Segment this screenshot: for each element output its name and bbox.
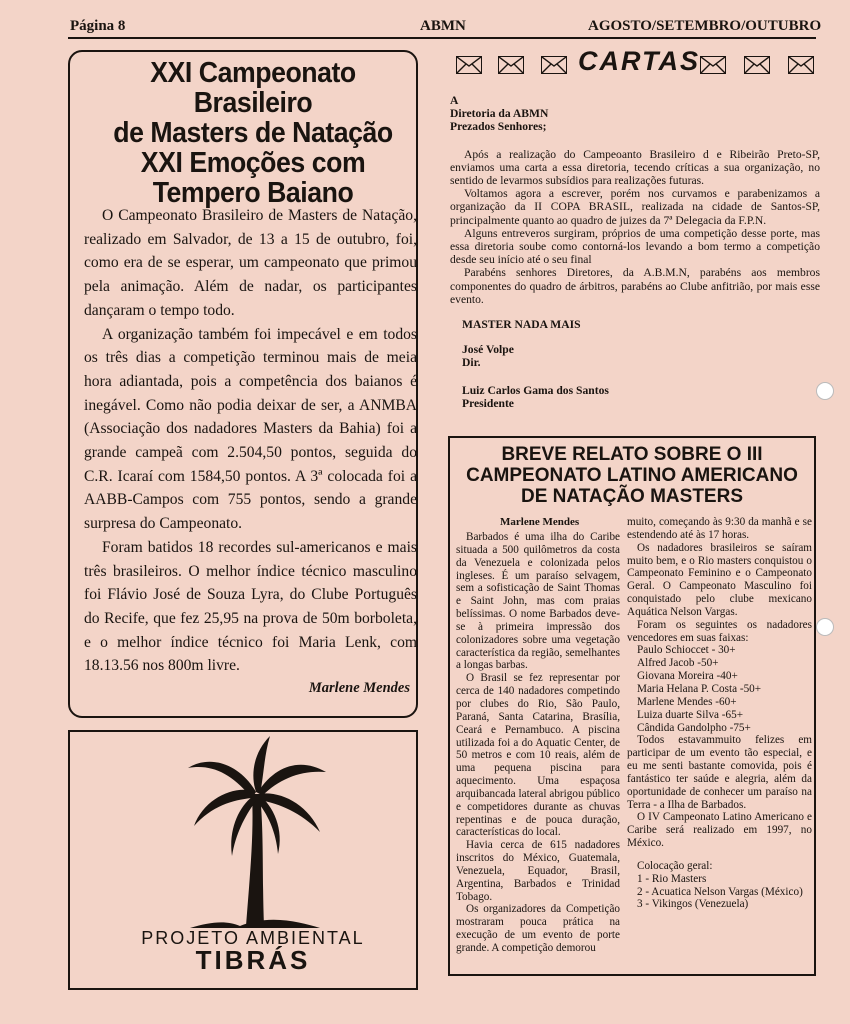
story-title-line: XXI Emoções com	[140, 147, 366, 179]
letter	[450, 94, 820, 410]
relato-paragraph: O Brasil se fez representar por cerca de 140 nadadores competindo por clubes do Rio, São Paulo, Paraná, Santa Catarina, Brasília, Ceará e Pernambuco. A piscina utilizada foi a do Aquatic Center, de 50 metros e com 10 reais, além de uma pequena piscina para aquecimento. Uma espaçosa arquibancada lateral abrigou público e competidores durante as chuvas repentinas e de pouca duração, características do local.	[456, 672, 620, 839]
letter-closing: MASTER NADA MAIS	[462, 318, 581, 332]
letter-greeting: Prezados Senhores;	[450, 120, 547, 134]
story-paragraph: Foram batidos 18 recordes sul-americanos e mais três brasileiros. O melhor índice técnico masculino foi Flávio José de Souza Lyra, do Clube Português do Recife, que fez 25,95 na prova de 50m borboleta, e o melhor índice técnico foi Maria Lenk, com 18.13.56 nos 800m livre.	[84, 538, 417, 675]
relato-paragraph: Havia cerca de 615 nadadores inscritos do México, Guatemala, Venezuela, Equador, Brasil, Argentina, Barbados e Trinidad Tobago.	[456, 839, 620, 903]
letter-paragraph: Alguns entreveros surgiram, próprios de uma competição desse porte, mas essa diretoria soube como contorná-los levando a bom termo a competição desde seu início até o seu final	[450, 226, 820, 267]
relato-paragraph: Os organizadores da Competição mostraram pouca prática na execução de um evento de porte grande. A competição demorou	[456, 903, 620, 954]
ad-line2: TIBRÁS	[195, 945, 311, 975]
binder-hole	[816, 618, 834, 636]
letter-paragraph: Voltamos agora a escrever, porém nos curvamos e parabenizamos a organização da II COPA BRASIL, realizada na cidade de Santos-SP, principalmente quanto ao quadro de juizes da 7ª Delegacia da F.P.N.	[450, 187, 820, 227]
relato-paragraph: Todos estavammuito felizes em participar de um evento tão especial, e eu me senti bastante comovida, pois é fantástico ter saúde e alegria, além da oportunidade de conhecer um paraíso na Terra - a Ilha de Barbados.	[627, 734, 812, 811]
relato-title-line: BREVE RELATO SOBRE O III	[501, 444, 763, 465]
envelope-icon	[541, 56, 567, 74]
winner-item: Maria Helana P. Costa -50+	[637, 682, 762, 695]
publication-name: ABMN	[420, 18, 466, 34]
ranking-title: Colocação geral:	[637, 859, 713, 872]
story-title-line: Tempero Baiano	[152, 177, 354, 209]
story-author: Marlene Mendes	[308, 680, 410, 696]
story-body	[84, 204, 417, 678]
story-title-line: XXI Campeonato Brasileiro	[150, 57, 356, 119]
cartas-title: CARTAS	[578, 46, 701, 76]
page-number: Página 8	[70, 18, 126, 34]
ad-line1: PROJETO AMBIENTAL	[141, 928, 365, 948]
envelope-icon	[456, 56, 482, 74]
signature-name: José Volpe	[462, 343, 514, 357]
relato-paragraph: Os nadadores brasileiros se saíram muito bem, e o Rio masters conquistou o Campeonato Feminino e o Campeonato Geral. O Campeonato Masculino foi conquistado pelo clube mexicano Aquática Nelson Vargas.	[627, 541, 812, 618]
signature-role: Dir.	[462, 356, 481, 370]
binder-hole	[816, 382, 834, 400]
letter-greeting: A	[450, 94, 459, 107]
ranking-item: 1 - Rio Masters	[637, 872, 707, 885]
winner-item: Giovana Moreira -40+	[637, 670, 738, 683]
relato-title	[450, 444, 814, 507]
ranking-item: 3 - Vikingos (Venezuela)	[637, 898, 749, 911]
ranking-item: 2 - Acuatica Nelson Vargas (México)	[637, 885, 803, 898]
relato-paragraph: Barbados é uma ilha do Caribe situada a 500 quilômetros da costa da Venezuela e colonizada pelos ingleses. É um paraíso selvagem, sem a sofisticação de Saint Thomas e Saint John, mas com praias belíssimas. O nome Barbados deve-se à primeira impressão dos colonizadores sobre uma vegetação característica da região, semelhantes a longas barbas.	[456, 531, 620, 672]
story-title-line: de Masters de Natação	[113, 117, 393, 149]
envelope-icon	[700, 56, 726, 74]
envelope-icon	[744, 56, 770, 74]
letter-paragraph: Após a realização do Campeoanto Brasileiro d e Ribeirão Preto-SP, enviamos uma carta a essa diretoria, tecendo críticas a sua organização, no sentido de levarmos subsídios para realizações futuras.	[450, 147, 820, 188]
issue-date: AGOSTO/SETEMBRO/OUTUBRO	[588, 18, 822, 34]
relato-paragraph: O IV Campeonato Latino Americano e Caribe será realizado em 1997, no México.	[627, 811, 812, 850]
relato-title-line: DE NATAÇÃO MASTERS	[520, 486, 744, 507]
winner-item: Cândida Gandolpho -75+	[637, 721, 751, 734]
winner-item: Paulo Schioccet - 30+	[637, 644, 736, 657]
signature-role: Presidente	[462, 396, 514, 410]
relato-author: Marlene Mendes	[500, 516, 580, 528]
story-paragraph: A organização também foi impecável e em todos os três dias a competição terminou mais de meia hora adiantada, pois a competência dos baianos é inegável. Como não podia deixar de ser, a ANMBA (Associação dos nadadores Masters da Bahia) foi a grande campeã com 2.504,50 pontos, seguida do C.R. Icaraí com 1584,50 pontos. A 3ª colocada foi a AABB-Campos com 755 pontos, sendo a grande surpresa do Campeonato.	[84, 325, 417, 533]
winner-item: Luiza duarte Silva -65+	[637, 708, 744, 721]
signature-name: Luiz Carlos Gama dos Santos	[462, 383, 609, 397]
relato-title-line: CAMPEONATO LATINO AMERICANO	[466, 465, 798, 486]
letter-greeting: Diretoria da ABMN	[450, 107, 549, 121]
letter-paragraph: Parabéns senhores Diretores, da A.B.M.N, parabéns aos membros componentes do quadro de árbitros, parabéns ao Clube anfitrião, por mais esse evento.	[450, 266, 820, 306]
winners-list	[627, 644, 812, 734]
story-paragraph: O Campeonato Brasileiro de Masters de Natação, realizado em Salvador, de 13 a 15 de outubro, foi, como era de se esperar, um campeonato que primou pela animação. Além de nadar, os participantes dançaram o tempo todo.	[84, 207, 417, 319]
palm-tree-icon	[180, 734, 330, 934]
story-title	[92, 58, 414, 208]
envelope-icon	[498, 56, 524, 74]
relato-column-2	[627, 516, 812, 911]
relato-paragraph: Foram os seguintes os nadadores vencedores em suas faixas:	[627, 618, 812, 644]
envelope-icon	[788, 56, 814, 74]
relato-paragraph: muito, começando às 9:30 da manhã e se estendendo até às 17 horas.	[627, 516, 812, 541]
relato-column-1	[456, 531, 620, 955]
winner-item: Marlene Mendes -60+	[637, 695, 737, 708]
header-rule	[68, 37, 816, 39]
winner-item: Alfred Jacob -50+	[637, 657, 719, 670]
